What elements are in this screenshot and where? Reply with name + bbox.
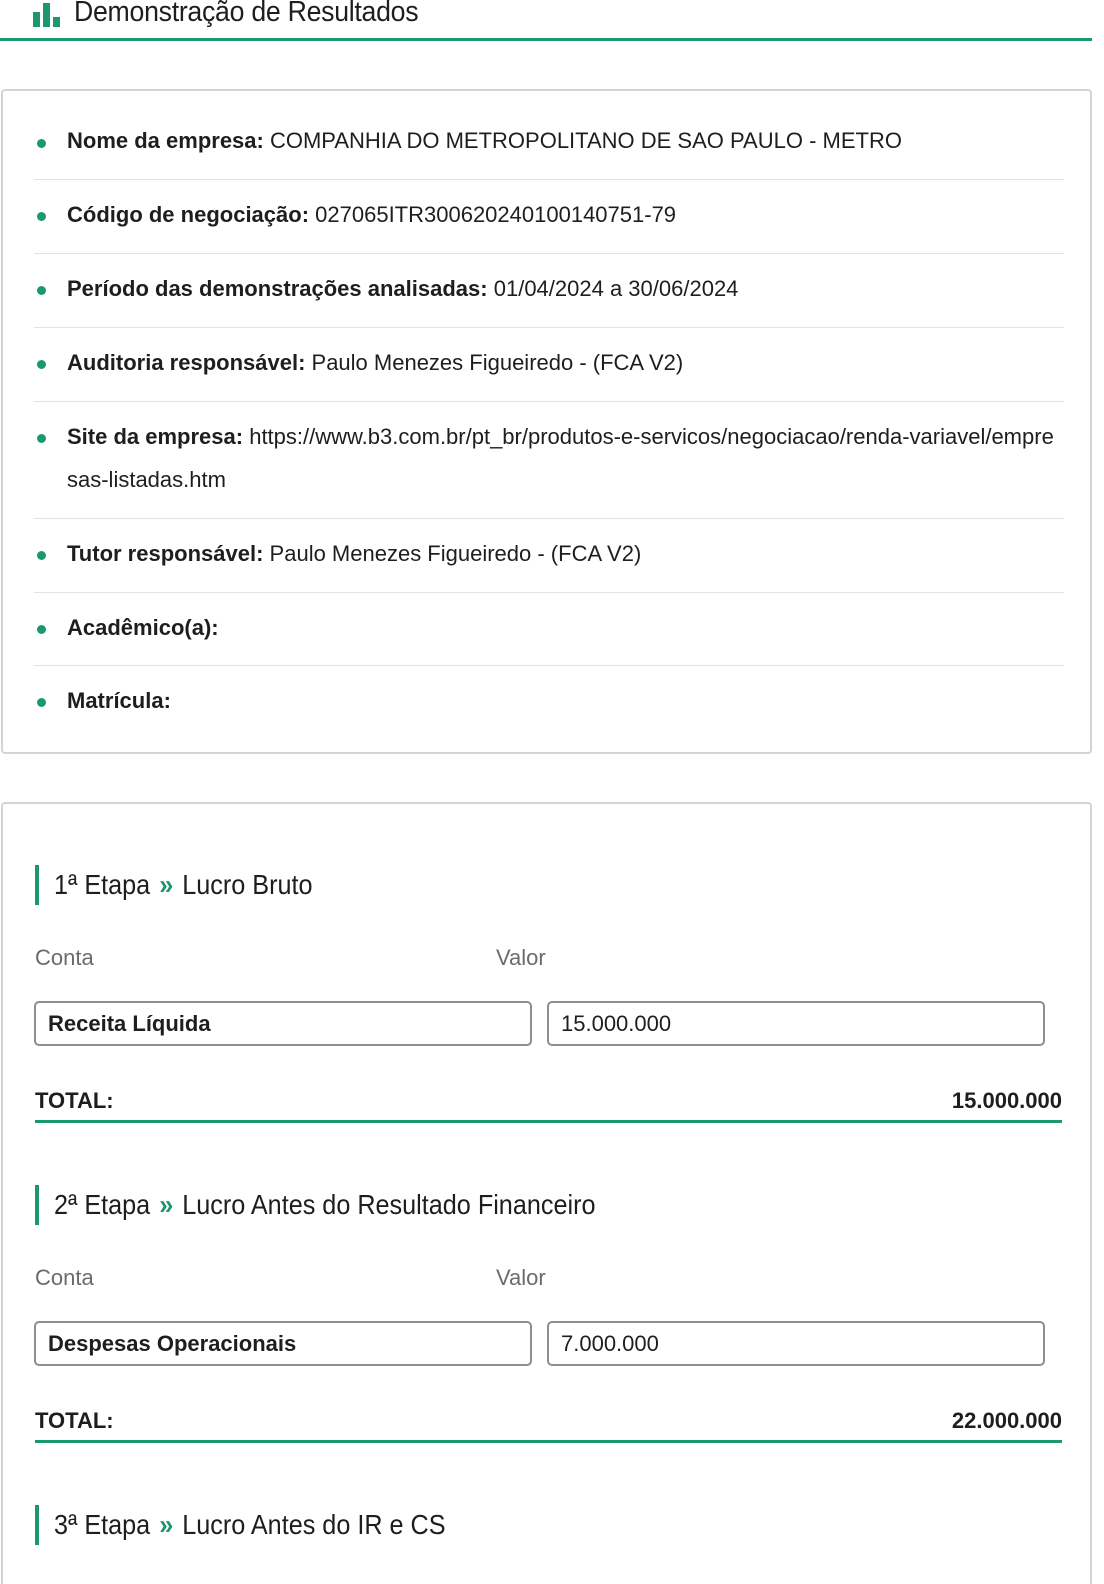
step-2-name: Lucro Antes do Resultado Financeiro — [182, 1189, 596, 1220]
step-1-account-field[interactable]: Receita Líquida — [34, 1001, 532, 1046]
company-label: Nome da empresa: — [67, 128, 264, 153]
step-1-name: Lucro Bruto — [182, 869, 313, 900]
info-row-enrollment — [34, 666, 1064, 740]
chevron-double-right-icon: » — [159, 1509, 174, 1540]
step-2-account-header: Conta — [35, 1265, 94, 1290]
bullet-icon — [37, 139, 46, 148]
student-label: Acadêmico(a): — [67, 615, 219, 640]
company-value: COMPANHIA DO METROPOLITANO DE SAO PAULO - METRO — [269, 128, 902, 153]
code-value: 027065ITR300620240100140751-79 — [315, 202, 677, 227]
page-title: Demonstração de Resultados — [74, 0, 419, 28]
bullet-icon — [37, 286, 46, 295]
info-row-company — [34, 119, 1064, 180]
step-2-account-field[interactable]: Despesas Operacionais — [34, 1321, 532, 1366]
step-2-title — [35, 1185, 656, 1225]
step-1-total-value: 15.000.000 — [951, 1088, 1062, 1113]
step-2-number: 2ª Etapa — [54, 1189, 151, 1220]
page-header — [0, 0, 1092, 41]
info-row-code — [34, 180, 1064, 254]
bar-chart-icon — [33, 3, 63, 27]
step-1-number: 1ª Etapa — [54, 869, 151, 900]
audit-value: Paulo Menezes Figueiredo - (FCA V2) — [311, 350, 684, 375]
code-label: Código de negociação: — [67, 202, 310, 227]
chevron-double-right-icon: » — [159, 869, 174, 900]
bullet-icon — [37, 625, 46, 634]
info-row-audit — [34, 328, 1064, 402]
step-3-name: Lucro Antes do IR e CS — [182, 1509, 446, 1540]
step-1-total-row — [35, 1086, 1062, 1123]
step-1-value-field[interactable]: 15.000.000 — [547, 1001, 1045, 1046]
period-value: 01/04/2024 a 30/06/2024 — [493, 276, 739, 301]
step-2-total-label: TOTAL: — [35, 1408, 114, 1433]
site-link[interactable]: https://www.b3.com.br/pt_br/produtos-e-servicos/negociacao/renda-variavel/empresas-listadas.htm — [67, 424, 1054, 492]
step-3-title — [35, 1505, 489, 1545]
info-row-student — [34, 593, 1064, 666]
step-1-title — [35, 865, 341, 905]
step-1-total-label: TOTAL: — [35, 1088, 114, 1113]
bullet-icon — [37, 212, 46, 221]
company-info-card — [1, 89, 1092, 754]
info-row-period — [34, 254, 1064, 328]
step-1-value-header: Valor — [496, 945, 546, 970]
step-3-number: 3ª Etapa — [54, 1509, 151, 1540]
tutor-value: Paulo Menezes Figueiredo - (FCA V2) — [269, 541, 642, 566]
period-label: Período das demonstrações analisadas: — [67, 276, 488, 301]
step-2-value-field[interactable]: 7.000.000 — [547, 1321, 1045, 1366]
info-row-site — [34, 402, 1064, 519]
audit-label: Auditoria responsável: — [67, 350, 306, 375]
bullet-icon — [37, 434, 46, 443]
enrollment-label: Matrícula: — [67, 688, 171, 713]
step-1-account-header: Conta — [35, 945, 94, 970]
step-2-total-row — [35, 1406, 1062, 1443]
bullet-icon — [37, 360, 46, 369]
step-2-value-header: Valor — [496, 1265, 546, 1290]
info-row-tutor — [34, 519, 1064, 593]
site-label: Site da empresa: — [67, 424, 244, 449]
bullet-icon — [37, 551, 46, 560]
tutor-label: Tutor responsável: — [67, 541, 264, 566]
step-2-total-value: 22.000.000 — [951, 1408, 1062, 1433]
bullet-icon — [37, 698, 46, 707]
chevron-double-right-icon: » — [159, 1189, 174, 1220]
steps-card — [1, 802, 1092, 1584]
